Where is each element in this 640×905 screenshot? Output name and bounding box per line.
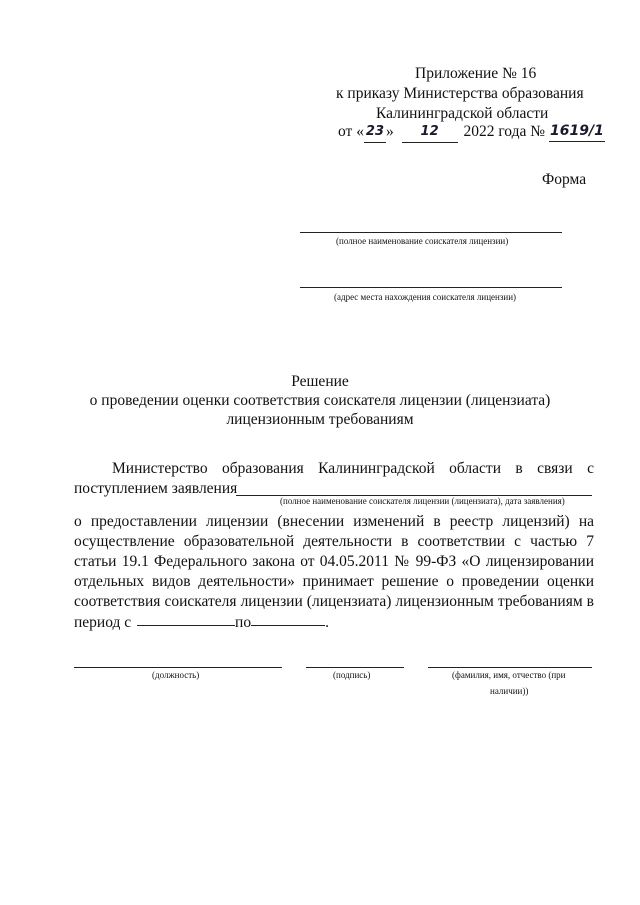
applicant-address-line [300,287,562,288]
decision-subtitle-line1: о проведении оценки соответствия соискателя лицензии (лицензиата) [89,392,551,409]
order-day: 23 [364,122,386,143]
order-month: 12 [402,122,458,143]
order-number: 1619/1 [549,121,605,142]
period-end: . [325,614,329,631]
position-caption: (должность) [152,670,200,680]
full-name-caption-line2: наличии)) [490,686,529,696]
applicant-name-line [300,232,562,233]
date-day-suffix: » [385,123,394,140]
paragraph-line5: соответствия соискателя лицензии (лицензиата) лицензионным требованиям в [74,593,594,610]
period-mid: по [235,614,252,631]
paragraph-line3: статьи 19.1 Федерального закона от 04.05.2011 № 99-ФЗ «О лицензировании [74,553,594,570]
order-reference: к приказу Министерства образования [336,85,584,102]
form-label: Форма [542,171,587,188]
full-name-caption-line1: (фамилия, имя, отчество (при [452,670,566,680]
signature-caption: (подпись) [333,670,371,680]
position-line [74,667,282,668]
region-name: Калининградской области [376,105,549,122]
paragraph-line2: осуществление образовательной деятельности в соответствии с частью 7 [74,533,594,550]
paragraph-line4: отдельных видов деятельности» принимает решение о проведении оценки [74,573,594,590]
appendix-number: Приложение № 16 [415,65,537,82]
date-prefix: от « [338,123,364,140]
applicant-name-caption: (полное наименование соискателя лицензии) [336,236,509,246]
body-line1: Министерство образования Калининградской области в связи с [112,460,594,477]
period-end-field [251,611,325,626]
decision-title: Решение [291,373,349,390]
decision-subtitle-line2: лицензионным требованиям [226,411,414,428]
applicant-address-caption: (адрес места нахождения соискателя лицензии) [334,292,517,302]
full-name-line [428,667,592,668]
paragraph-line1: о предоставлении лицензии (внесении изменений в реестр лицензий) на [74,513,594,530]
order-date-line [338,122,605,144]
period-line [74,612,329,633]
period-start-field [137,611,235,626]
signature-line [306,667,404,668]
order-year-text: 2022 года № [463,123,546,140]
period-prefix: период с [74,614,132,631]
body-line2-prefix: поступлением заявления [74,480,238,497]
application-caption: (полное наименование соискателя лицензии (лицензиата), дата заявления) [280,496,565,506]
